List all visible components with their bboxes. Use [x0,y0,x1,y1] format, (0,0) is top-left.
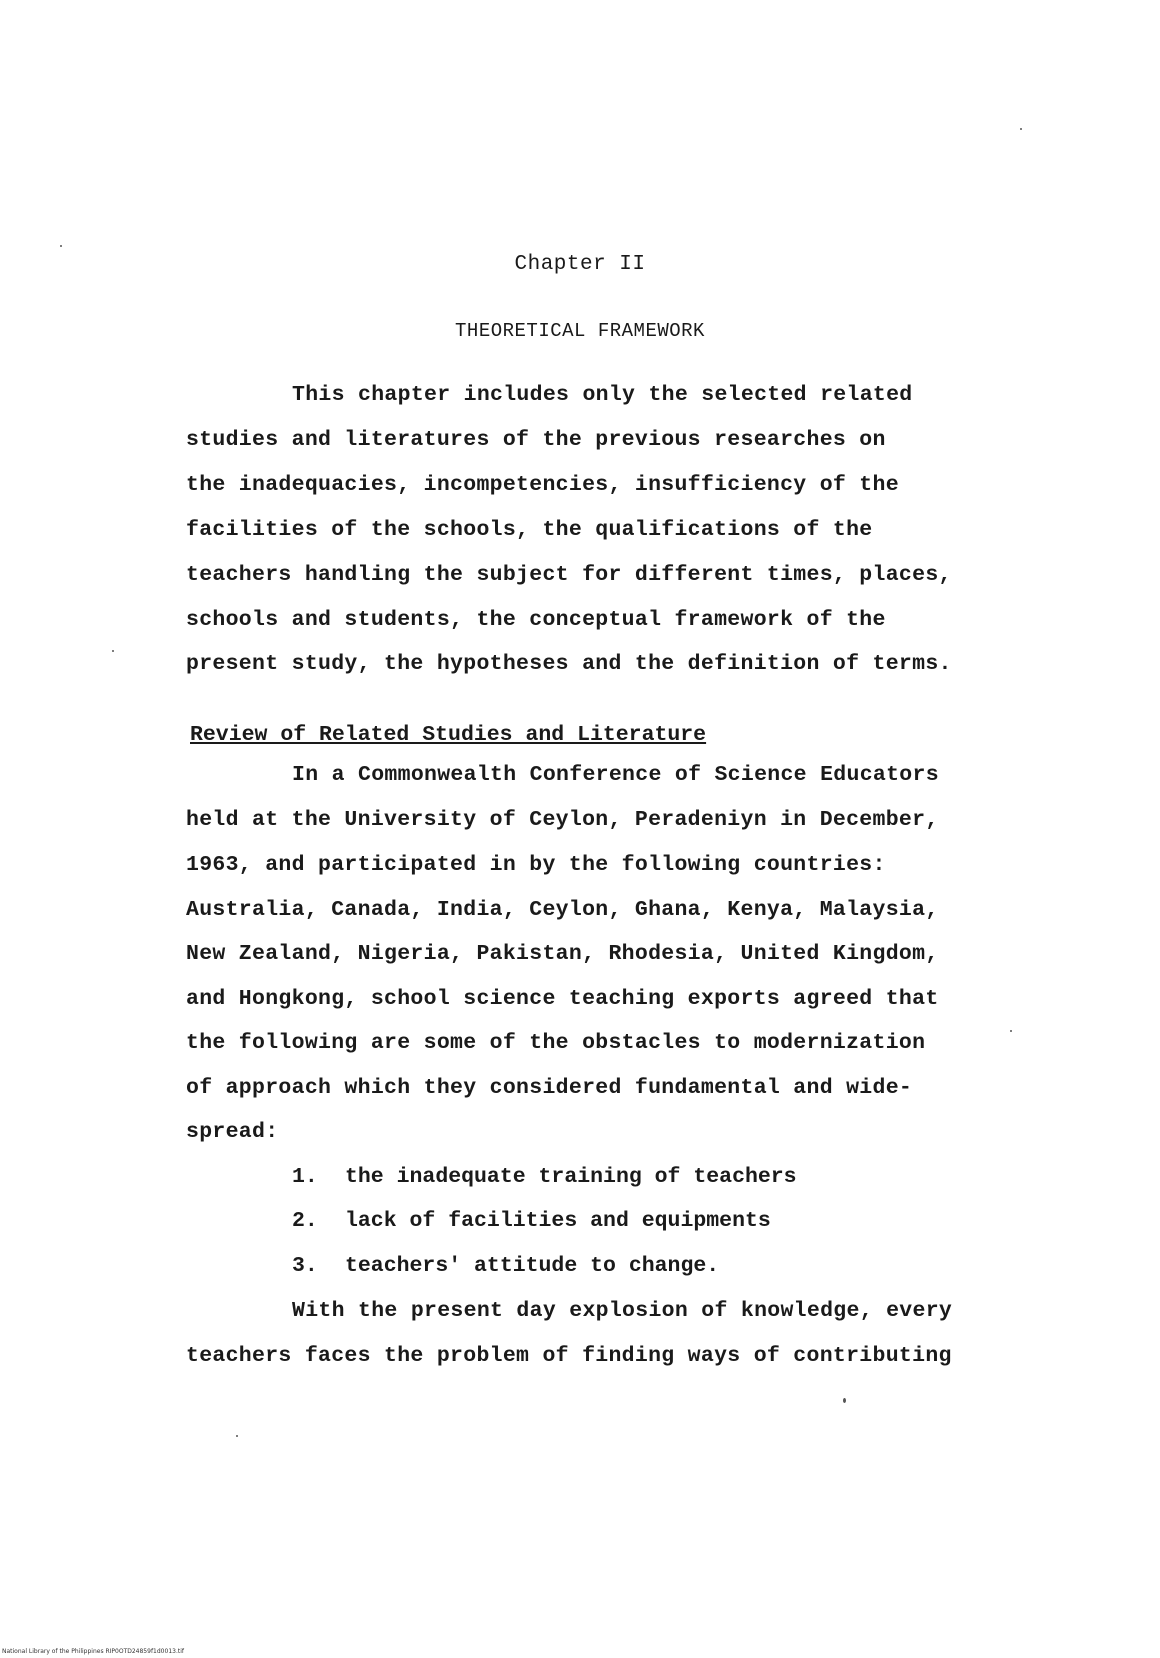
scan-speck [1020,128,1022,130]
review-line: In a Commonwealth Conference of Science Educators [292,763,939,787]
intro-line: teachers handling the subject for different times, places, [186,563,952,587]
review-line: and Hongkong, school science teaching exports agreed that [186,987,939,1011]
scan-speck [236,1435,238,1437]
intro-line: schools and students, the conceptual framework of the [186,608,886,632]
section-title: THEORETICAL FRAMEWORK [455,320,705,342]
obstacle-text: lack of facilities and equipments [345,1209,771,1233]
obstacle-text: teachers' attitude to change. [345,1254,720,1278]
obstacle-number: 3. [292,1254,318,1278]
review-line: held at the University of Ceylon, Peradeniyn in December, [186,808,939,832]
scan-speck [112,650,114,652]
review-line: 1963, and participated in by the following countries: [186,853,886,877]
review-line: Australia, Canada, India, Ceylon, Ghana, Kenya, Malaysia, [186,898,939,922]
review-line: the following are some of the obstacles to modernization [186,1031,926,1055]
closing-line: teachers faces the problem of finding ways of contributing [186,1344,952,1368]
intro-line: studies and literatures of the previous researches on [186,428,886,452]
intro-line: facilities of the schools, the qualifications of the [186,518,873,542]
review-line: of approach which they considered fundamental and wide- [186,1076,913,1100]
review-heading: Review of Related Studies and Literature [190,723,707,747]
review-line: spread: [186,1120,279,1144]
archive-footer: National Library of the Philippines RIP0OTD24859f1d0013.tif [2,1648,184,1655]
scan-speck [1010,1030,1012,1032]
intro-line: present study, the hypotheses and the definition of terms. [186,652,952,676]
closing-line: With the present day explosion of knowledge, every [292,1299,953,1323]
scan-speck [60,245,62,247]
obstacle-number: 1. [292,1165,318,1189]
obstacle-number: 2. [292,1209,318,1233]
scan-speck [843,1398,846,1403]
intro-line: This chapter includes only the selected related [292,383,913,407]
intro-line: the inadequacies, incompetencies, insufficiency of the [186,473,899,497]
review-line: New Zealand, Nigeria, Pakistan, Rhodesia, United Kingdom, [186,942,939,966]
obstacle-text: the inadequate training of teachers [345,1165,797,1189]
chapter-number: Chapter II [514,253,646,276]
